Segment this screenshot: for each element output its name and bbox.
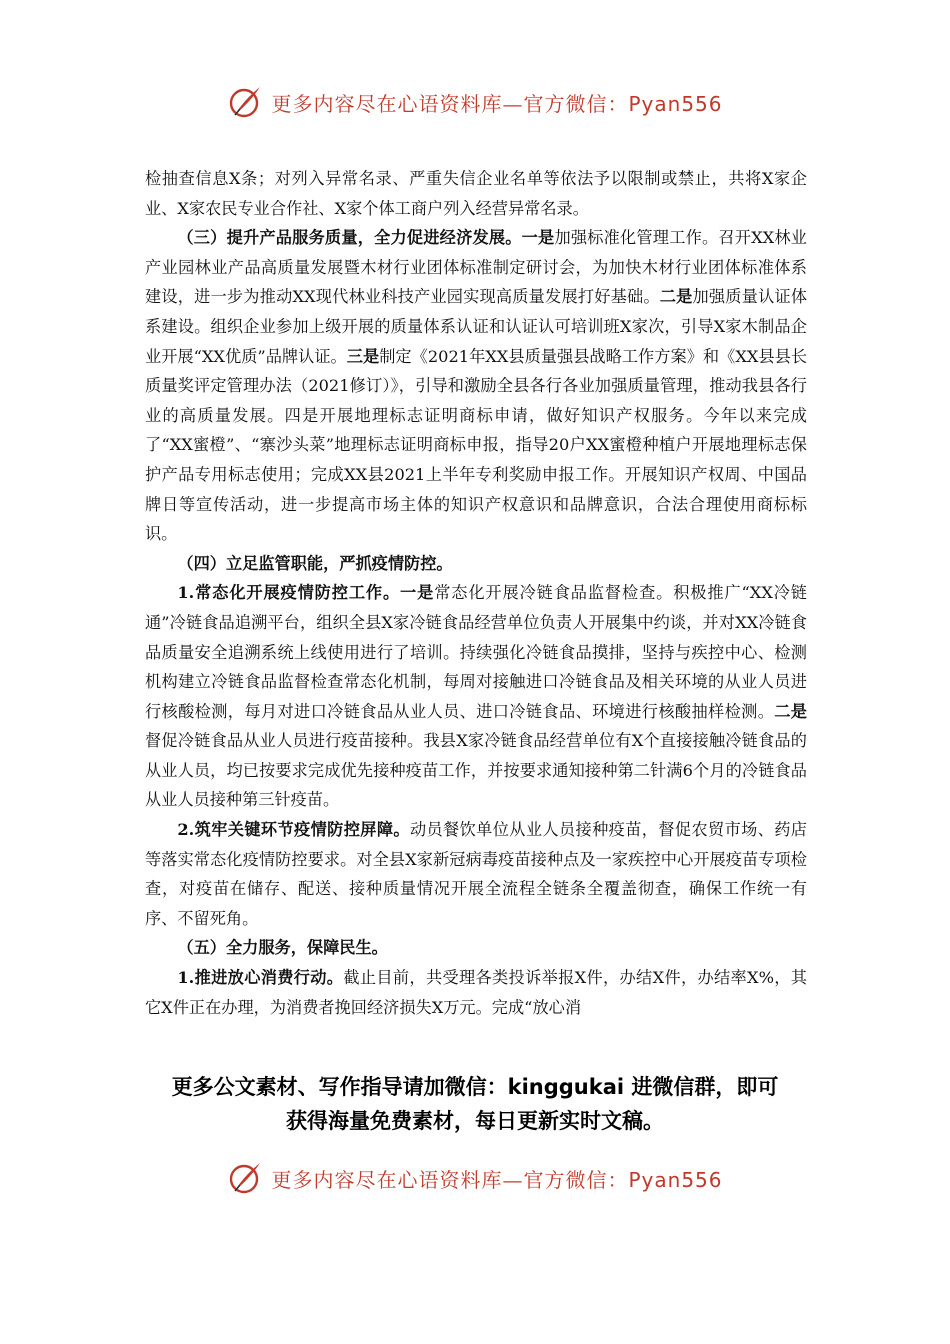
promo-banner xyxy=(0,1070,950,1138)
body-text: 截止目前，共受理各类投诉举报X件，办结X件，办结率X%，其它X件正在办理，为消费者挽回经济损失X万元。完成“放心消 xyxy=(145,968,807,1017)
body-text: 加强标准化管理工作。召开XX林业产业园林业产品高质量发展暨木材行业团体标准制定研讨会，为加快木材行业团体标准体系建设，进一步为推动XX现代林业科技产业园实现高质量发展打好基础。 xyxy=(145,228,807,307)
quill-logo-icon xyxy=(227,1160,263,1196)
bold-text: 1.常态化开展疫情防控工作。一是 xyxy=(177,583,435,603)
watermark-wechat-id: Pyan556 xyxy=(628,1167,723,1192)
bold-text: 1.推进放心消费行动。 xyxy=(177,968,344,988)
body-text: 制定《2021年XX县质量强县战略工作方案》和《XX县县长质量奖评定管理办法（2021修订）》，引导和激励全县各行各业加强质量管理，推动我县各行业的高质量发展。四是开展地理标志证明商标申请，做好知识产权服务。今年以来完成了“XX蜜橙”、“寨沙头菜”地理标志证明商标申报，指导20户XX蜜橙种植户开展地理标志保护产品专用标志使用；完成XX县2021上半年专利奖励申报工作。开展知识产权周、中国品牌日等宣传活动，进一步提高市场主体的知识产权意识和品牌意识，合法合理使用商标标识。 xyxy=(145,346,808,544)
bold-text: （五）全力服务，保障民生。 xyxy=(177,938,388,958)
bold-text: 二是 xyxy=(659,287,693,307)
bold-text: （三）提升产品服务质量，全力促进经济发展。一是 xyxy=(177,228,555,248)
paragraph xyxy=(145,549,807,579)
watermark-label: 更多内容尽在心语资料库—官方微信： xyxy=(271,1167,629,1192)
bold-text: 2.筑牢关键环节疫情防控屏障。 xyxy=(177,820,410,840)
watermark-text xyxy=(271,1164,722,1193)
document-body xyxy=(145,164,807,1022)
promo-line-2: 获得海量免费素材，每日更新实时文稿。 xyxy=(286,1109,664,1133)
quill-logo-icon xyxy=(227,84,263,120)
paragraph xyxy=(145,933,807,963)
footer-watermark xyxy=(0,1156,950,1200)
bold-text: 二是 xyxy=(774,701,807,721)
promo-line-1: 更多公文素材、写作指导请加微信：kinggukai 进微信群，即可 xyxy=(171,1075,779,1099)
paragraph xyxy=(145,963,807,1022)
watermark-wechat-id: Pyan556 xyxy=(628,91,723,116)
paragraph xyxy=(145,223,807,549)
watermark-text xyxy=(271,88,722,117)
body-text: 督促冷链食品从业人员进行疫苗接种。我县X家冷链食品经营单位有X个直接接触冷链食品的从业人员，均已按要求完成优先接种疫苗工作，并按要求通知接种第二针满6个月的冷链食品从业人员接种第三针疫苗。 xyxy=(145,731,807,810)
paragraph xyxy=(145,578,807,815)
body-text: 动员餐饮单位从业人员接种疫苗，督促农贸市场、药店等落实常态化疫情防控要求。对全县X家新冠病毒疫苗接种点及一家疾控中心开展疫苗专项检查，对疫苗在储存、配送、接种质量情况开展全流程全链条全覆盖彻查，确保工作统一有序、不留死角。 xyxy=(145,820,807,928)
body-text: 检抽查信息X条；对列入异常名录、严重失信企业名单等依法予以限制或禁止，共将X家企业、X家农民专业合作社、X家个体工商户列入经营异常名录。 xyxy=(145,169,807,218)
watermark-label: 更多内容尽在心语资料库—官方微信： xyxy=(271,91,629,116)
paragraph xyxy=(145,815,807,933)
body-text: 加强质量认证体系建设。组织企业参加上级开展的质量体系认证和认证认可培训班X家次，引导X家木制品企业开展“XX优质”品牌认证。 xyxy=(145,287,808,366)
body-text: 常态化开展冷链食品监督检查。积极推广“XX冷链通”冷链食品追溯平台，组织全县X家冷链食品经营单位负责人开展集中约谈，并对XX冷链食品质量安全追溯系统上线使用进行了培训。持续强化冷链食品摸排，坚持与疾控中心、检测机构建立冷链食品监督检查常态化机制，每周对接触进口冷链食品及相关环境的从业人员进行核酸检测，每月对进口冷链食品从业人员、进口冷链食品、环境进行核酸抽样检测。 xyxy=(145,583,807,721)
header-watermark xyxy=(0,80,950,124)
bold-text: 三是 xyxy=(346,346,380,366)
paragraph xyxy=(145,164,807,223)
bold-text: （四）立足监管职能，严抓疫情防控。 xyxy=(177,553,453,573)
